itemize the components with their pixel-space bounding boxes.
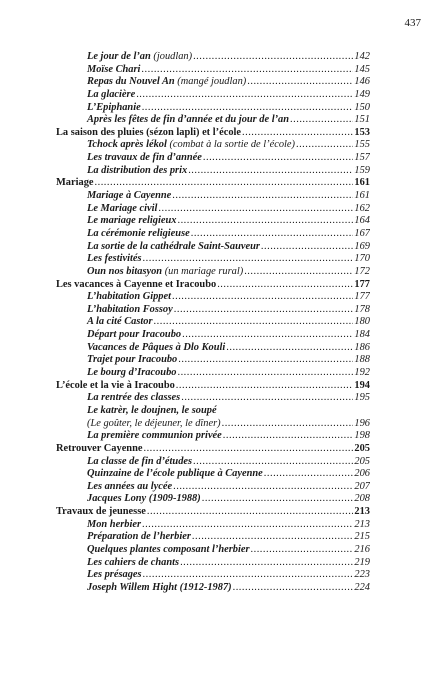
page-number: 437 (404, 17, 421, 29)
dot-leader (226, 342, 353, 355)
entry-page-number: 194 (354, 379, 370, 391)
entry-page-number: 170 (354, 253, 370, 265)
toc-subsection-entry (56, 139, 370, 152)
toc-subsection-entry (56, 203, 370, 216)
entry-title-text: Repas du Nouvel An (87, 76, 175, 88)
toc-subsection-entry (56, 557, 370, 570)
entry-title-text: Les vacances à Cayenne et Iracoubo (56, 278, 217, 290)
entry-title (87, 241, 260, 254)
dot-leader (193, 51, 353, 64)
entry-page-number: 180 (354, 316, 370, 328)
toc-subsection-entry (56, 228, 370, 241)
dot-leader (203, 152, 354, 165)
toc-subsection-entry (56, 291, 370, 304)
entry-title (87, 405, 217, 418)
entry-page-number: 184 (354, 329, 370, 341)
dot-leader (143, 569, 354, 582)
toc-subsection-entry (56, 64, 370, 77)
toc-subsection-entry (56, 316, 370, 329)
toc-subsection-entry (56, 367, 370, 380)
dot-leader (247, 76, 353, 89)
entry-page-number: 157 (354, 152, 370, 164)
dot-leader (147, 506, 354, 519)
dot-leader (182, 329, 353, 342)
entry-page-number: 192 (354, 367, 370, 379)
entry-title-text: La classe de fin d’études (87, 455, 193, 467)
entry-title (87, 468, 263, 481)
entry-title (87, 456, 192, 469)
dot-leader (177, 367, 353, 380)
entry-page-number: 151 (354, 114, 370, 126)
toc-section-entry (56, 380, 370, 393)
entry-page-number: 188 (354, 354, 370, 366)
entry-title-text: La glacière (87, 88, 136, 100)
entry-title (56, 127, 241, 140)
dot-leader (192, 531, 354, 544)
dot-leader (296, 139, 353, 152)
toc-subsection-entry (56, 493, 370, 506)
entry-title (87, 342, 225, 355)
entry-title-text: La saison des pluies (sézon lapli) et l’école (56, 126, 242, 138)
entry-title-text: La première communion privée (87, 430, 222, 442)
toc-subsection-entry (56, 405, 370, 418)
entry-title (87, 367, 176, 380)
toc-subsection-entry (56, 481, 370, 494)
toc-subsection-entry (56, 304, 370, 317)
toc-section-entry (56, 127, 370, 140)
entry-note: (joudlan) (153, 51, 193, 62)
entry-title-text: Les présages (87, 569, 142, 581)
dot-leader (264, 468, 354, 481)
entry-title (87, 190, 171, 203)
entry-title-text: Tchock après lékol (87, 139, 167, 151)
entry-title-text: Les cahiers de chants (87, 556, 180, 568)
toc-subsection-entry (56, 190, 370, 203)
entry-title (87, 203, 157, 216)
entry-title (56, 443, 142, 456)
toc-subsection-entry (56, 342, 370, 355)
entry-title-text: L’école et la vie à Iracoubo (56, 379, 175, 391)
toc-section-entry (56, 443, 370, 456)
toc-section-entry (56, 506, 370, 519)
dot-leader (154, 316, 354, 329)
entry-page-number: 172 (354, 265, 370, 277)
toc-subsection-entry (56, 102, 370, 115)
entry-page-number: 205 (354, 442, 370, 454)
entry-page-number: 206 (354, 468, 370, 480)
dot-leader (176, 380, 354, 393)
entry-title (87, 481, 172, 494)
toc-subsection-entry (56, 253, 370, 266)
dot-leader (177, 215, 353, 228)
dot-leader (290, 114, 353, 127)
entry-title (87, 102, 141, 115)
entry-title-text: Retrouver Cayenne (56, 442, 143, 454)
dot-leader (136, 89, 353, 102)
dot-leader (172, 190, 353, 203)
toc-subsection-entry (56, 241, 370, 254)
entry-page-number: 161 (354, 177, 370, 189)
toc-subsection-entry (56, 418, 370, 431)
toc-subsection-entry (56, 329, 370, 342)
entry-page-number: 213 (354, 506, 370, 518)
entry-page-number: 215 (354, 531, 370, 543)
toc-subsection-entry (56, 468, 370, 481)
entry-title-text: Départ pour Iracoubo (87, 329, 182, 341)
entry-title-text: A la cité Castor (87, 316, 153, 328)
toc-subsection-entry (56, 582, 370, 595)
toc-subsection-entry (56, 76, 370, 89)
entry-page-number: 177 (354, 278, 370, 290)
entry-title (87, 418, 221, 431)
entry-page-number: 155 (354, 139, 370, 151)
entry-title-text: La distribution des prix (87, 164, 188, 176)
entry-title-text: Joseph Willem Hight (1912-1987) (87, 581, 232, 593)
entry-page-number: 178 (354, 303, 370, 315)
entry-page-number: 195 (354, 392, 370, 404)
entry-title-text: Quinzaine de l’école publique à Cayenne (87, 468, 263, 480)
dot-leader (251, 544, 354, 557)
toc-subsection-entry (56, 215, 370, 228)
entry-title (87, 266, 243, 279)
entry-title (87, 291, 171, 304)
toc-subsection-entry (56, 266, 370, 279)
dot-leader (223, 430, 354, 443)
entry-title-text: Oun nos bitasyon (87, 265, 163, 277)
entry-title (87, 89, 135, 102)
entry-title (87, 139, 295, 152)
entry-title (87, 430, 222, 443)
entry-title (87, 493, 201, 506)
entry-page-number: 162 (354, 202, 370, 214)
toc-section-entry (56, 279, 370, 292)
toc-subsection-entry (56, 114, 370, 127)
toc-subsection-entry (56, 354, 370, 367)
entry-note: (combat à la sortie de l’école) (169, 139, 295, 151)
entry-title (87, 64, 140, 77)
entry-page-number: 207 (354, 480, 370, 492)
entry-page-number: 159 (354, 164, 370, 176)
dot-leader (242, 127, 353, 140)
entry-title (56, 506, 146, 519)
entry-page-number: 213 (354, 518, 370, 530)
entry-title-text: Le mariage religieux (87, 215, 177, 227)
entry-title (56, 380, 175, 393)
dot-leader (193, 456, 353, 469)
dot-leader (222, 418, 354, 431)
entry-page-number: 186 (354, 341, 370, 353)
dot-leader (143, 443, 353, 456)
entry-title-text: Quelques plantes composant l’herbier (87, 543, 250, 555)
entry-title-text: L’habitation Gippet (87, 291, 171, 303)
entry-title-text: Vacances de Pâques à Dlo Kouli (87, 341, 226, 353)
entry-page-number: 223 (354, 569, 370, 581)
entry-note: (Le goûter, le déjeuner, le dîner) (87, 417, 221, 429)
entry-title-text: L’habitation Fossoy (87, 303, 173, 315)
entry-page-number: 205 (354, 455, 370, 467)
toc-subsection-entry (56, 152, 370, 165)
entry-title (87, 253, 142, 266)
dot-leader (141, 64, 353, 77)
entry-page-number: 167 (354, 227, 370, 239)
entry-page-number: 169 (354, 240, 370, 252)
entry-title (87, 557, 179, 570)
entry-page-number: 150 (354, 101, 370, 113)
entry-title-text: Jacques Lony (1909-1988) (87, 493, 201, 505)
toc-subsection-entry (56, 456, 370, 469)
entry-note: (un mariage rural) (164, 265, 244, 277)
entry-title-text: L’Epiphanie (87, 101, 141, 113)
entry-title-text: Le katrèr, le doujnen, le soupé (87, 404, 217, 416)
toc-subsection-entry (56, 89, 370, 102)
entry-title-text: Les travaux de fin d’année (87, 152, 202, 164)
dot-leader (181, 392, 353, 405)
dot-leader (142, 102, 354, 115)
entry-title-text: Préparation de l’herbier (87, 531, 191, 543)
entry-title (87, 531, 191, 544)
toc-subsection-entry (56, 544, 370, 557)
entry-title-text: Mariage à Cayenne (87, 190, 172, 202)
toc-subsection-entry (56, 430, 370, 443)
entry-title (87, 582, 232, 595)
entry-title-text: Trajet pour Iracoubo (87, 354, 178, 366)
dot-leader (95, 177, 354, 190)
entry-note: (mangé joudlan) (177, 76, 247, 88)
entry-title (87, 152, 202, 165)
dot-leader (172, 291, 353, 304)
entry-title-text: Travaux de jeunesse (56, 506, 146, 518)
entry-title-text: Moïse Chari (87, 63, 141, 75)
entry-page-number: 219 (354, 556, 370, 568)
dot-leader (233, 582, 354, 595)
dot-leader (180, 557, 353, 570)
entry-page-number: 224 (354, 581, 370, 593)
entry-title (87, 304, 173, 317)
entry-title (87, 165, 187, 178)
entry-title (56, 279, 216, 292)
entry-title-text: Mon herbier (87, 518, 141, 530)
entry-page-number: 208 (354, 493, 370, 505)
entry-title-text: Après les fêtes de fin d’année et du jour de l’an (87, 114, 290, 126)
entry-title (87, 114, 289, 127)
dot-leader (191, 228, 354, 241)
toc-subsection-entry (56, 392, 370, 405)
toc-subsection-entry (56, 51, 370, 64)
dot-leader (174, 304, 354, 317)
dot-leader (261, 241, 354, 254)
entry-title-text: La sortie de la cathédrale Saint-Sauveur (87, 240, 260, 252)
dot-leader (158, 203, 353, 216)
toc-subsection-entry (56, 519, 370, 532)
entry-title-text: Le bourg d’Iracoubo (87, 367, 177, 379)
toc-subsection-entry (56, 531, 370, 544)
entry-title (87, 51, 192, 64)
entry-title (87, 569, 142, 582)
dot-leader (217, 279, 353, 292)
table-of-contents (56, 51, 370, 595)
entry-page-number: 145 (354, 63, 370, 75)
entry-page-number: 153 (354, 126, 370, 138)
entry-title (87, 392, 180, 405)
entry-title (87, 544, 250, 557)
entry-title-text: Les années au lycée (87, 480, 173, 492)
entry-page-number: 177 (354, 291, 370, 303)
entry-title (56, 177, 94, 190)
entry-page-number: 196 (354, 417, 370, 429)
toc-subsection-entry (56, 165, 370, 178)
dot-leader (142, 519, 353, 532)
entry-page-number: 164 (354, 215, 370, 227)
entry-title (87, 76, 246, 89)
entry-title-text: Les festivités (87, 253, 142, 265)
toc-subsection-entry (56, 569, 370, 582)
entry-title-text: Mariage (56, 177, 94, 189)
dot-leader (202, 493, 354, 506)
entry-title-text: La cérémonie religieuse (87, 227, 190, 239)
entry-title-text: Le jour de l’an (87, 51, 151, 62)
entry-page-number: 198 (354, 430, 370, 442)
entry-page-number: 149 (354, 88, 370, 100)
dot-leader (244, 266, 353, 279)
entry-title (87, 354, 177, 367)
entry-title (87, 215, 176, 228)
entry-page-number: 146 (354, 76, 370, 88)
entry-title (87, 329, 181, 342)
entry-title-text: Le Mariage civil (87, 202, 158, 214)
dot-leader (188, 165, 353, 178)
entry-title (87, 316, 153, 329)
entry-title-text: La rentrée des classes (87, 392, 181, 404)
dot-leader (173, 481, 353, 494)
dot-leader (143, 253, 354, 266)
entry-title (87, 228, 190, 241)
entry-page-number: 142 (354, 51, 370, 62)
entry-page-number: 216 (354, 543, 370, 555)
entry-title (87, 519, 141, 532)
entry-page-number: 161 (354, 190, 370, 202)
toc-section-entry (56, 177, 370, 190)
dot-leader (178, 354, 353, 367)
